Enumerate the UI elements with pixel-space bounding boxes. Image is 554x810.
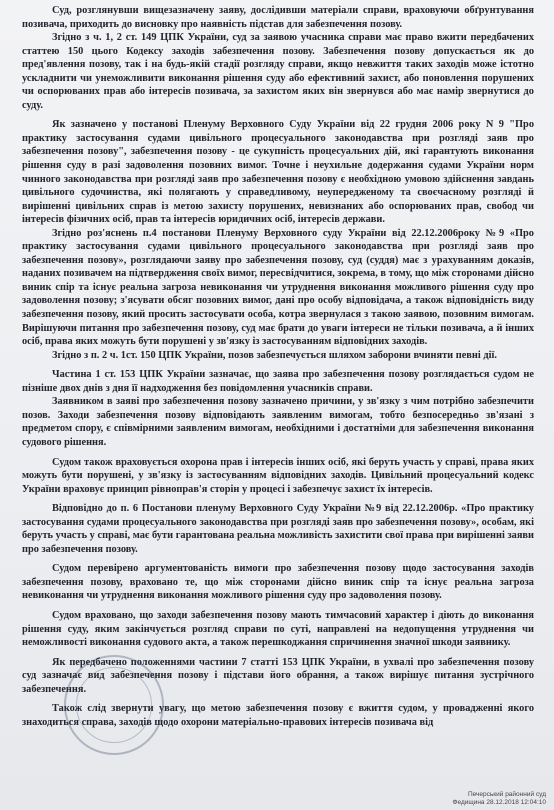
paragraph-6: Частина 1 ст. 153 ЦПК України зазначає, що заява про забезпечення позову розглядається судом не пізніше двох днів з дня її надходження без повідомлення учасників справи. [22,369,534,394]
paragraph-7: Заявником в заяві про забезпечення позову зазначено причини, у зв'язку з чим потрібно забезпечити позов. Заходи забезпечення позову відповідають заявленим вимогам, тобто безпосередньо зв'язані з предметом спору, є співмірними заявленим вимогам, необхідними і достатніми для забезпечення виконання судового рішення. [22,396,534,448]
paragraph-11: Судом враховано, що заходи забезпечення позову мають тимчасовий характер і діють до виконання рішення суду, яким закінчується розгляд справи по суті, направлені на недопущення утруднення чи неможливості виконання судового акта, а також перешкоджання спричинення значної шкоди заявнику. [22,609,534,649]
paragraph-13: Також слід звернути увагу, що метою забезпечення позову є вжиття судом, у провадженні якого знаходиться справа, заходів щодо охорони матеріально-правових інтересів позивача від [22,703,534,728]
footer-stamp-line: Печерський районний суд [467,791,546,798]
footer-timestamp: Федищина 28.12.2018 12:04:10 [452,799,546,806]
paragraph-1: Суд, розглянувши вищезазначену заяву, дослідивши матеріали справи, враховуючи обґрунтування позивача, приходить до висновку про наявність підстав для забезпечення позову. [22,5,534,30]
paragraph-2: Згідно з ч. 1, 2 ст. 149 ЦПК України, суд за заявою учасника справи має право вжити передбачених статтею 150 цього Кодексу заходів забезпечення позову. Забезпечення позову допускається як до пред'явлення позову, так і на будь-якій стадії розгляду справи, якщо невжиття таких заходів може істотно ускладнити чи унеможливити виконання рішення суду або ефективний захист, або поновлення порушених чи оспорюваних прав або інтересів позивача, за захистом яких він звернувся або має намір звернутися до суду. [22,32,534,111]
paragraph-9: Відповідно до п. 6 Постанови пленуму Верховного Суду України №9 від 22.12.2006р. «Про практику застосування судами процесуального законодавства при розгляді заяв про забезпечення позову», особам, які беруть участь у справі, має бути гарантована реальна можливість захистити свої права при вирішенні заяви про забезпечення позову. [22,503,534,555]
footer-note [453,791,546,807]
paragraph-4: Згідно роз'яснень п.4 постанови Пленуму Верховного суду України від 22.12.2006року №9 «Про практику застосування судами цивільного процесуального законодавства при розгляді заяв про забезпечення позову», розглядаючи заяву про забезпечення позову, суд (суддя) має з урахуванням доказів, наданих позивачем на підтвердження своїх вимог, пересвідчитися, зокрема, в тому, що між сторонами дійсно виник спір та існує реальна загроза невиконання чи утруднення виконання можливого рішення суду про задоволення позову; з'ясувати обсяг позовних вимог, дані про особу відповідача, а також відповідність виду забезпечення позову, який просить застосувати особа, котра звернулася з такою заявою, позовним вимогам. Вирішуючи питання про забезпечення позову, суд має брати до уваги інтереси не тільки позивача, а й інших осіб, права яких можуть бути порушені у зв'язку із застосуванням відповідних заходів. [22,227,534,348]
paragraph-3: Як зазначено у постанові Пленуму Верховного Суду України від 22 грудня 2006 року N 9 "Про практику застосування судами цивільного процесуального законодавства при розгляді заяв про забезпечення позову", забезпечення позову - це сукупність процесуальних дій, які гарантують виконання рішення суду в разі задоволення позовних вимог. Точне і неухильне додержання судами України норм чинного законодавства при розгляді заяв про забезпечення позову є необхідною умовою здійснення завдань цивільного судочинства, які полягають у справедливому, неупередженому та своєчасному розгляді й вирішенні цивільних справ із метою захисту порушених, невизнаних або оспорюваних прав, свобод чи інтересів фізичних осіб, прав та інтересів юридичних осіб, інтересів держави. [22,119,534,226]
paragraph-12: Як передбачено положеннями частини 7 статті 153 ЦПК України, в ухвалі про забезпечення позову суд зазначає вид забезпечення позову і підстави його обрання, а також вирішує питання зустрічного забезпечення. [22,656,534,695]
paragraph-10: Судом перевірено аргументованість вимоги про забезпечення позову щодо застосування заходів забезпечення позову, враховано те, що між сторонами дійсно виник спір та існує реальна загроза невиконання чи утруднення виконання можливого рішення суду про задоволення позову. [22,563,534,602]
paragraph-8: Судом також враховується охорона прав і інтересів інших осіб, які беруть участь у справі, права яких можуть бути порушені, у зв'язку із застосуванням відповідних заходів. Цивільний процесуальний кодекс України враховує принцип рівноправ'я сторін у процесі і забезпечує захист їх інтересів. [22,456,534,495]
paragraph-5: Згідно з п. 2 ч. 1ст. 150 ЦПК України, позов забезпечується шляхом заборони вчиняти певні дії. [52,349,497,361]
